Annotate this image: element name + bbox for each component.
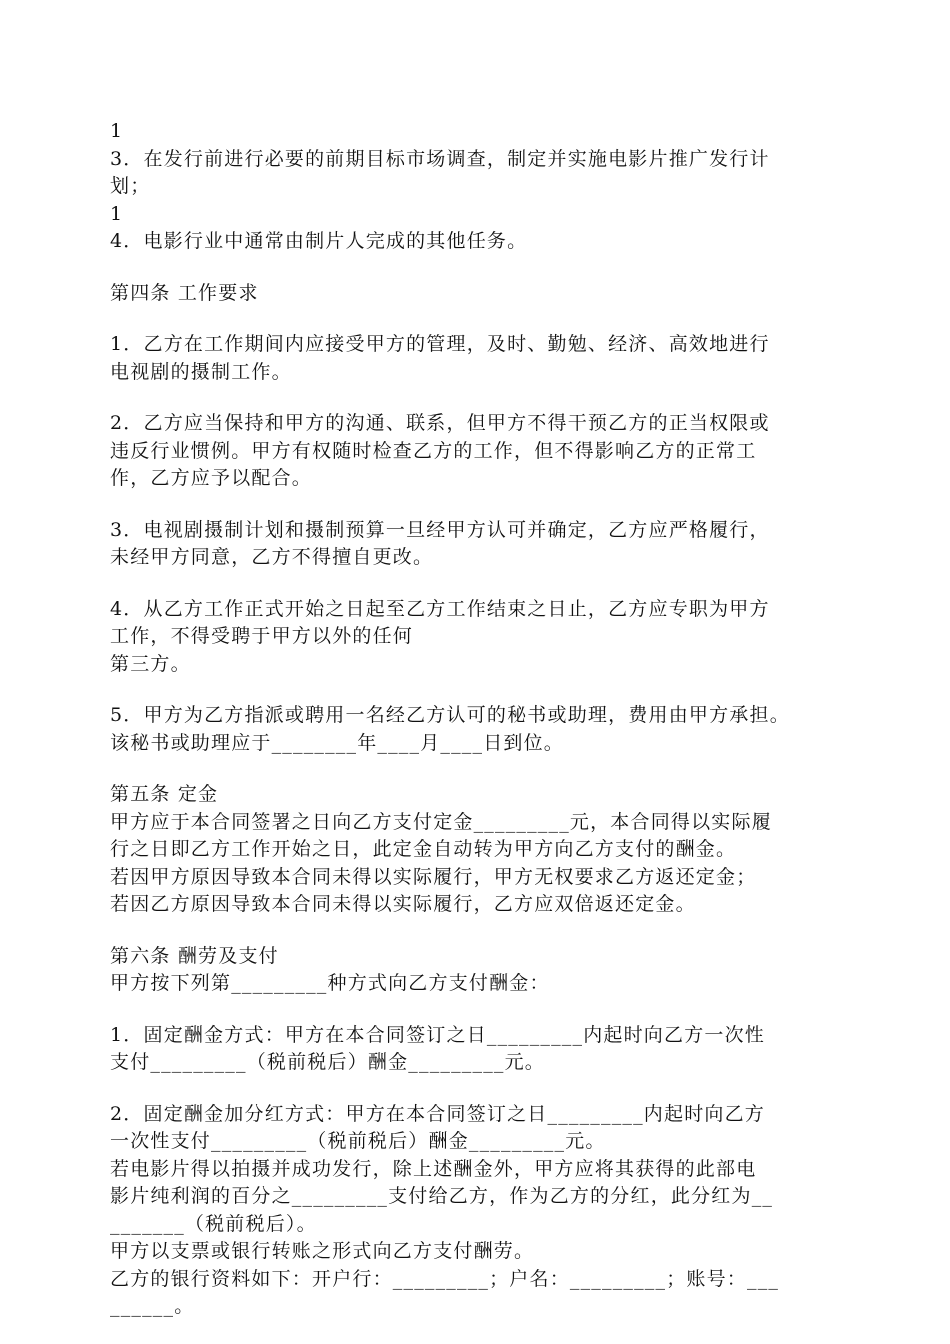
text-line: 电视剧的摄制工作。: [110, 360, 292, 383]
text-line: ______。: [110, 1295, 195, 1317]
section-heading: 第四条 工作要求: [110, 281, 259, 304]
text-line: 1．乙方在工作期间内应接受甲方的管理，及时、勤勉、经济、高效地进行: [110, 333, 770, 355]
text-line: 2．乙方应当保持和甲方的沟通、联系，但甲方不得干预乙方的正当权限或: [110, 412, 770, 434]
text-line: 若因乙方原因导致本合同未得以实际履行，乙方应双倍返还定金。: [110, 893, 696, 915]
text-line: 5．甲方为乙方指派或聘用一名经乙方认可的秘书或助理，费用由甲方承担。: [110, 704, 790, 726]
text-line: 4．从乙方工作正式开始之日起至乙方工作结束之日止，乙方应专职为甲方: [110, 597, 770, 620]
text-line: _______（税前税后）。: [110, 1212, 317, 1235]
text-line: 3．电视剧摄制计划和摄制预算一旦经甲方认可并确定，乙方应严格履行，: [110, 518, 770, 541]
text-line: 1．固定酬金方式：甲方在本合同签订之日_________内起时向乙方一次性: [110, 1023, 765, 1046]
text-line: 甲方以支票或银行转账之形式向乙方支付酬劳。: [110, 1240, 535, 1262]
text-line: 该秘书或助理应于________年____月____日到位。: [110, 731, 565, 754]
text-line: 影片纯利润的百分之_________支付给乙方，作为乙方的分红，此分红为__: [110, 1185, 774, 1207]
text-line: 甲方应于本合同签署之日向乙方支付定金_________元，本合同得以实际履: [110, 810, 772, 833]
text-line: 一次性支付_________（税前税后）酬金_________元。: [110, 1130, 606, 1152]
text-line: 4．电影行业中通常由制片人完成的其他任务。: [110, 230, 528, 252]
text-line: 行之日即乙方工作开始之日，此定金自动转为甲方向乙方支付的酬金。: [110, 838, 737, 860]
section-heading: 第五条 定金: [110, 783, 219, 805]
text-line: 未经甲方同意，乙方不得擅自更改。: [110, 546, 434, 568]
text-line: 若电影片得以拍摄并成功发行，除上述酬金外，甲方应将其获得的此部电: [110, 1157, 757, 1180]
text-line: 若因甲方原因导致本合同未得以实际履行，甲方无权要求乙方返还定金；: [110, 865, 757, 888]
text-line: 乙方的银行资料如下：开户行：_________；户名：_________；账号：___: [110, 1267, 780, 1290]
text-line: 支付_________（税前税后）酬金_________元。: [110, 1051, 546, 1073]
text-line: 1: [110, 202, 124, 225]
text-line: 作，乙方应予以配合。: [110, 467, 313, 489]
text-line: 违反行业惯例。甲方有权随时检查乙方的工作，但不得影响乙方的正常工: [110, 439, 757, 462]
document-page: [110, 118, 850, 1321]
text-line: 2．固定酬金加分红方式：甲方在本合同签订之日_________内起时向乙方: [110, 1102, 765, 1125]
text-line: 3．在发行前进行必要的前期目标市场调查，制定并实施电影片推广发行计: [110, 147, 770, 170]
text-line: 工作，不得受聘于甲方以外的任何: [110, 625, 414, 647]
text-line: 1: [110, 120, 124, 142]
section-heading: 第六条 酬劳及支付: [110, 944, 279, 967]
text-line: 甲方按下列第_________种方式向乙方支付酬金：: [110, 972, 550, 994]
text-line: 第三方。: [110, 652, 191, 675]
text-line: 划；: [110, 175, 151, 197]
